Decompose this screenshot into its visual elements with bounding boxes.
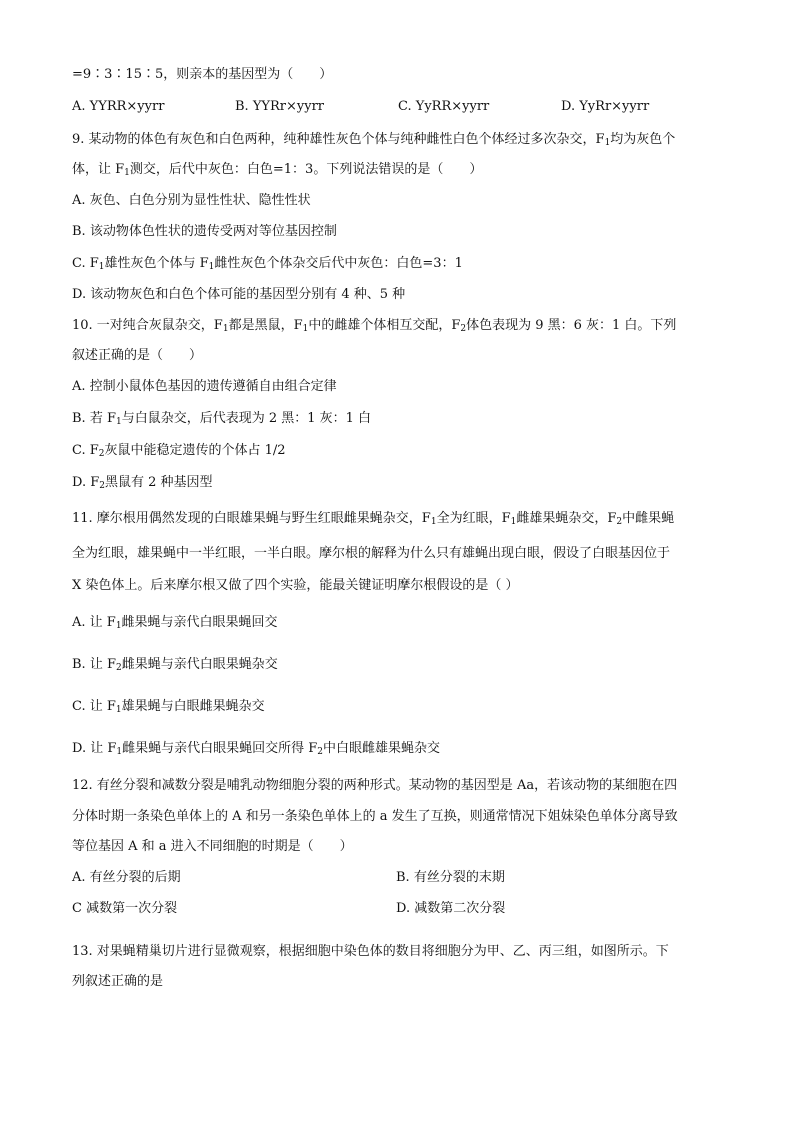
q11-stem-line1 <box>72 510 732 528</box>
q11-l2: 全为红眼，雄果蝇中一半红眼，一半白眼。摩尔根的解释为什么只有雄蝇出现白眼，假设了白眼基因位于 <box>72 546 671 561</box>
q10-d-a: D. F <box>72 475 100 490</box>
q12-option-a[interactable]: A. 有丝分裂的后期 <box>72 870 181 885</box>
q9-c-b: 雄性灰色个体与 F <box>104 256 209 271</box>
q9-option-b-text: B. 该动物体色性状的遗传受两对等位基因控制 <box>72 224 337 239</box>
q10-d-b: 黑鼠有 2 种基因型 <box>104 475 213 490</box>
q11-d-b: 雌果蝇与亲代白眼果蝇回交所得 F <box>122 741 318 756</box>
q12-l2: 分体时期一条染色单体上的 A 和另一条染色单体上的 a 发生了互换，则通常情况下姐妹染色单体分离导致 <box>72 809 678 824</box>
q10-l1-sub3: 2 <box>460 324 467 334</box>
q11-l1-sub1: 1 <box>430 517 437 527</box>
q8-option-d[interactable]: D. YyRr×yyrr <box>561 99 650 114</box>
q10-option-a[interactable] <box>72 378 732 396</box>
q11-d-c: 中白眼雌雄果蝇杂交 <box>323 741 441 756</box>
q11-c-sub: 1 <box>115 705 122 715</box>
q10-stem-line2 <box>72 347 732 365</box>
q11-option-c[interactable] <box>72 698 732 716</box>
q11-d-sub2: 2 <box>317 747 324 757</box>
q12-l1: 12. 有丝分裂和减数分裂是哺乳动物细胞分裂的两种形式。某动物的基因型是 Aa，若该动物的某细胞在四 <box>72 778 678 793</box>
q10-l1-a: 10. 一对纯合灰鼠杂交，F <box>72 318 223 333</box>
q11-stem-line3 <box>72 577 732 595</box>
q9-option-c[interactable] <box>72 255 732 273</box>
q12-stem-line3 <box>72 838 732 856</box>
q13-stem-line1 <box>72 943 732 961</box>
q13-l1: 13. 对果蝇精巢切片进行显微观察，根据细胞中染色体的数目将细胞分为甲、乙、丙三组，如图所示。下 <box>72 944 669 959</box>
q11-a-sub: 1 <box>115 621 122 631</box>
q11-c-a: C. 让 F <box>72 699 116 714</box>
q11-option-d[interactable] <box>72 740 732 758</box>
q12-option-c[interactable]: C 减数第一次分裂 <box>72 901 178 916</box>
q8-option-b[interactable]: B. YYRr×yyrr <box>235 99 324 114</box>
q10-option-d[interactable] <box>72 474 732 492</box>
q11-option-b[interactable] <box>72 656 732 674</box>
q11-l1-c: 雌雄果蝇杂交，F <box>516 511 617 526</box>
q9-stem-line2 <box>72 161 732 179</box>
q9-l2-a: 体，让 F <box>72 162 125 177</box>
q12-option-d[interactable]: D. 减数第二次分裂 <box>396 901 506 916</box>
q13-l2: 列叙述正确的是 <box>72 974 164 989</box>
q10-d-sub: 2 <box>99 481 105 491</box>
q9-stem-line1 <box>72 131 732 149</box>
q9-c-c: 雌性灰色个体杂交后代中灰色：白色=3：1 <box>214 256 463 271</box>
q12-l3: 等位基因 A 和 a 进入不同细胞的时期是（ ） <box>72 839 353 854</box>
q9-option-d-text: D. 该动物灰色和白色个体可能的基因型分别有 4 种、5 种 <box>72 287 406 302</box>
q12-stem-line2 <box>72 808 732 826</box>
q11-l1-sub3: 2 <box>616 517 623 527</box>
q10-option-a-text: A. 控制小鼠体色基因的遗传遵循自由组合定律 <box>72 379 337 394</box>
q11-c-b: 雄果蝇与白眼雌果蝇杂交 <box>121 699 265 714</box>
q9-c-a: C. F <box>72 256 99 271</box>
q12-stem-line1 <box>72 777 732 795</box>
q10-l2: 叙述正确的是（ ） <box>72 348 203 363</box>
q11-d-sub1: 1 <box>116 747 123 757</box>
q10-option-c[interactable] <box>72 442 732 460</box>
q11-l1-d: 中雌果蝇 <box>622 511 675 526</box>
q10-l1-d: 体色表现为 9 黑：6 灰：1 白。下列 <box>466 318 677 333</box>
q10-l1-sub1: 1 <box>222 324 229 334</box>
q9-option-a-text: A. 灰色、白色分别为显性性状、隐性性状 <box>72 193 311 208</box>
q10-c-sub: 2 <box>98 449 105 459</box>
q11-option-a[interactable] <box>72 614 732 632</box>
q11-a-a: A. 让 F <box>72 615 116 630</box>
q11-l1-b: 全为红眼，F <box>436 511 511 526</box>
q12-option-b[interactable]: B. 有丝分裂的末期 <box>396 870 505 885</box>
q11-l1-a: 11. 摩尔根用偶然发现的白眼雄果蝇与野生红眼雌果蝇杂交，F <box>72 511 431 526</box>
q9-c-sub2: 1 <box>208 262 215 272</box>
q8-stem-end <box>72 66 732 84</box>
q9-l1-a: 9. 某动物的体色有灰色和白色两种，纯种雄性灰色个体与纯种雌性白色个体经过多次杂交，F <box>72 132 605 147</box>
q13-stem-line2 <box>72 973 732 991</box>
q9-c-sub1: 1 <box>98 262 105 272</box>
q11-b-a: B. 让 F <box>72 657 116 672</box>
q11-b-b: 雌果蝇与亲代白眼果蝇杂交 <box>121 657 278 672</box>
q9-option-b[interactable] <box>72 223 732 241</box>
q8-stem-text: =9∶3∶15∶5，则亲本的基因型为（ ） <box>72 67 333 82</box>
q9-l1-sub: 1 <box>604 138 611 148</box>
q10-b-b: 与白鼠杂交，后代表现为 2 黑：1 灰：1 白 <box>121 411 372 426</box>
q11-b-sub: 2 <box>115 663 122 673</box>
q10-stem-line1 <box>72 317 732 335</box>
q10-l1-c: 中的雌雄个体相互交配，F <box>308 318 461 333</box>
q10-c-b: 灰鼠中能稳定遗传的个体占 1/2 <box>104 443 286 458</box>
q10-option-b[interactable] <box>72 410 732 428</box>
q11-a-b: 雌果蝇与亲代白眼果蝇回交 <box>121 615 278 630</box>
q9-option-d[interactable] <box>72 286 732 304</box>
q9-l2-sub: 1 <box>124 168 130 178</box>
q8-option-a[interactable]: A. YYRR×yyrr <box>72 99 165 114</box>
q11-l3: X 染色体上。后来摩尔根又做了四个实验，能最关键证明摩尔根假设的是（ ） <box>72 578 519 593</box>
q10-l1-sub2: 1 <box>302 324 309 334</box>
q9-l2-b: 测交，后代中灰色：白色=1：3。下列说法错误的是（ ） <box>129 162 483 177</box>
q10-b-sub: 1 <box>115 417 122 427</box>
q10-b-a: B. 若 F <box>72 411 116 426</box>
q8-option-c[interactable]: C. YyRR×yyrr <box>398 99 490 114</box>
q10-c-a: C. F <box>72 443 99 458</box>
q9-option-a[interactable] <box>72 192 732 210</box>
q11-d-a: D. 让 F <box>72 741 117 756</box>
q9-l1-b: 均为灰色个 <box>610 132 676 147</box>
q11-l1-sub2: 1 <box>510 517 517 527</box>
q10-l1-b: 都是黑鼠，F <box>228 318 303 333</box>
q11-stem-line2 <box>72 545 732 563</box>
